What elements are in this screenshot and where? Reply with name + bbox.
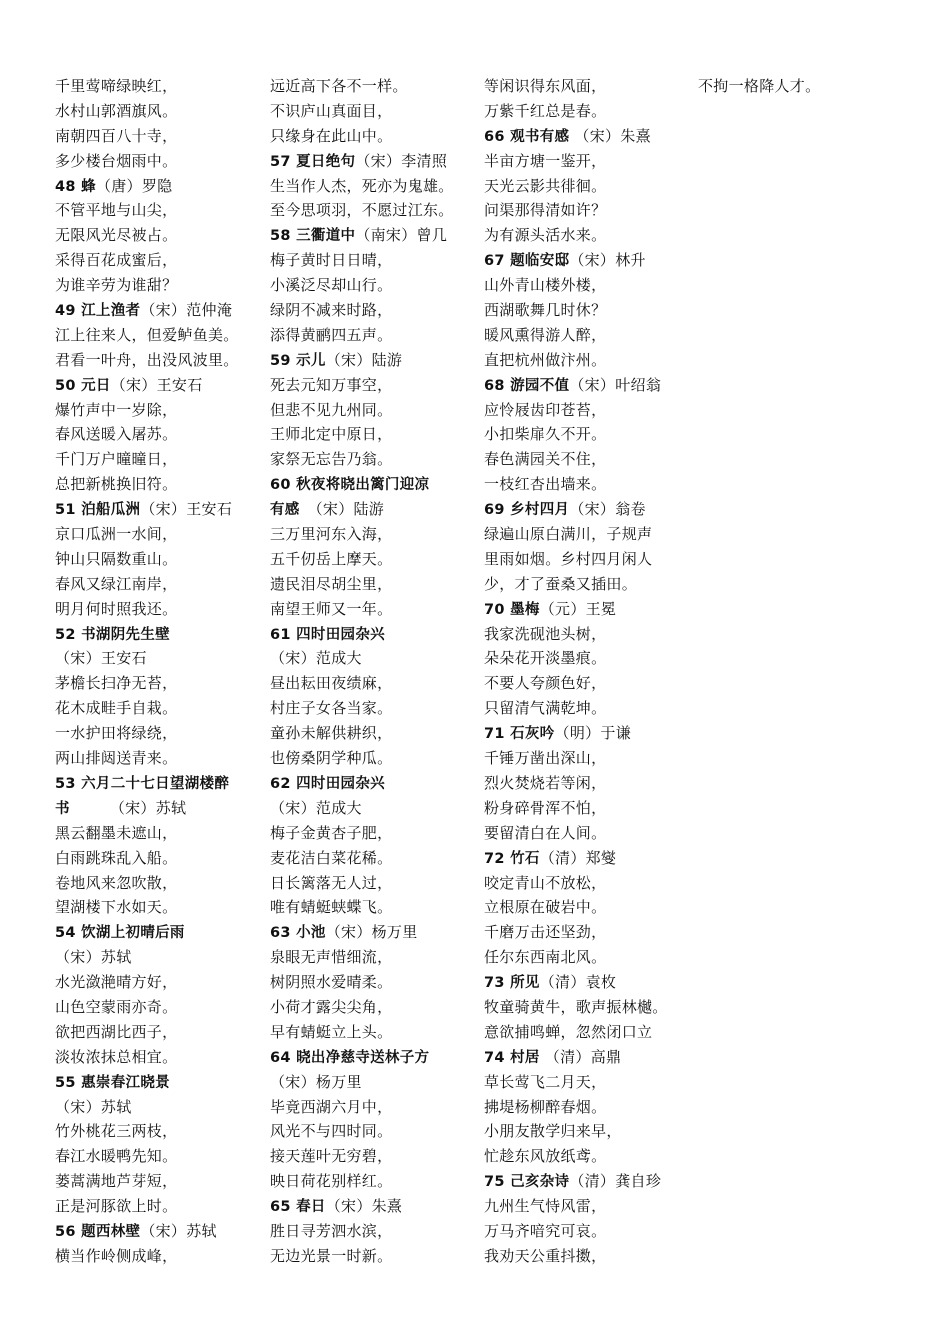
poem-title: 56 题西林壁 bbox=[55, 1223, 141, 1240]
verse-line: 南朝四百八十寺， bbox=[55, 126, 178, 145]
verse-line: 春色满园关不住， bbox=[484, 450, 607, 469]
verse-line: 为有源头活水来。 bbox=[484, 226, 607, 245]
verse-line: 只留清气满乾坤。 bbox=[484, 699, 607, 718]
verse-line: 茅檐长扫净无苔， bbox=[55, 674, 178, 693]
verse-line: 一枝红杏出墙来。 bbox=[484, 475, 607, 494]
verse-line: 草长莺飞二月天， bbox=[484, 1072, 607, 1091]
verse-line: 拂堤杨柳醉春烟。 bbox=[484, 1097, 607, 1116]
verse-line: 忙趁东风放纸鸢。 bbox=[484, 1147, 607, 1166]
verse-line: 小朋友散学归来早， bbox=[484, 1122, 622, 1141]
verse-line: 胜日寻芳泗水滨， bbox=[270, 1221, 393, 1240]
poem-heading-61 bbox=[270, 622, 480, 647]
verse-line: 早有蜻蜓立上头。 bbox=[270, 1022, 393, 1041]
poem-author: （宋）王安石 bbox=[55, 649, 147, 668]
poem-author: （宋）范仲淹 bbox=[140, 301, 233, 320]
verse-line: 不要人夸颜色好， bbox=[484, 674, 607, 693]
poem-title: 66 观书有感 bbox=[484, 128, 570, 145]
poem-title: 72 竹石 bbox=[484, 850, 540, 867]
poem-title: 63 小池 bbox=[270, 925, 326, 942]
verse-line: 无边光景一时新。 bbox=[270, 1246, 393, 1265]
verse-line: 无限风光尽被占。 bbox=[55, 226, 178, 245]
poem-heading-58 bbox=[270, 223, 480, 248]
poem-heading-64 bbox=[270, 1045, 480, 1070]
verse-line: 千磨万击还坚劲， bbox=[484, 923, 607, 942]
poem-author: （宋）苏轼 bbox=[55, 948, 132, 967]
verse-line: 风光不与四时同。 bbox=[270, 1122, 393, 1141]
poem-heading-74 bbox=[484, 1045, 694, 1070]
poem-title: 75 己亥杂诗 bbox=[484, 1174, 570, 1191]
poem-author: （宋）林升 bbox=[569, 251, 646, 270]
verse-line: 小溪泛尽却山行。 bbox=[270, 276, 393, 295]
verse-line: 任尔东西南北风。 bbox=[484, 948, 607, 967]
verse-line: 生当作人杰，死亦为鬼雄。 bbox=[270, 176, 454, 195]
verse-line: 水村山郭酒旗风。 bbox=[55, 101, 178, 120]
poem-author: （宋）范成大 bbox=[270, 798, 362, 817]
poem-heading-53 bbox=[55, 771, 265, 796]
verse-line: 万紫千红总是春。 bbox=[484, 101, 607, 120]
poem-author: （宋）苏轼 bbox=[55, 1097, 132, 1116]
verse-line: 不识庐山真面目， bbox=[270, 101, 393, 120]
verse-line: 要留清白在人间。 bbox=[484, 823, 607, 842]
poem-author: （宋）王安石 bbox=[110, 375, 203, 394]
poem-heading-75 bbox=[484, 1169, 694, 1194]
verse-line: 家祭无忘告乃翁。 bbox=[270, 450, 393, 469]
verse-line: 三万里河东入海， bbox=[270, 525, 393, 544]
verse-line: 直把杭州做汴州。 bbox=[484, 350, 607, 369]
poem-heading-71 bbox=[484, 721, 694, 746]
poem-heading-53-cont bbox=[55, 796, 265, 821]
poem-author: （清）龚自珍 bbox=[569, 1172, 662, 1191]
poem-heading-56 bbox=[55, 1219, 265, 1244]
poem-heading-62 bbox=[270, 771, 480, 796]
verse-line: 但悲不见九州同。 bbox=[270, 400, 393, 419]
verse-line: 水光潋滟晴方好， bbox=[55, 973, 178, 992]
poem-title: 65 春日 bbox=[270, 1199, 326, 1216]
poem-title: 58 三衢道中 bbox=[270, 228, 356, 245]
verse-line: 不管平地与山尖， bbox=[55, 201, 178, 220]
poem-author: （清）袁枚 bbox=[539, 973, 617, 992]
verse-line: 万马齐喑究可哀。 bbox=[484, 1221, 607, 1240]
poem-author: （宋）叶绍翁 bbox=[569, 375, 662, 394]
verse-line: 花木成畦手自栽。 bbox=[55, 699, 178, 718]
poem-heading-54 bbox=[55, 920, 265, 945]
verse-line: 我劝天公重抖擞， bbox=[484, 1246, 607, 1265]
poem-heading-70 bbox=[484, 597, 694, 622]
poem-heading-72 bbox=[484, 846, 694, 871]
verse-line: 接天莲叶无穷碧， bbox=[270, 1147, 393, 1166]
poem-author: （宋）朱熹 bbox=[569, 126, 651, 145]
verse-line: 村庄子女各当家。 bbox=[270, 699, 393, 718]
poem-heading-73 bbox=[484, 970, 694, 995]
verse-line: 山外青山楼外楼， bbox=[484, 276, 607, 295]
verse-line: 应怜屐齿印苍苔， bbox=[484, 400, 607, 419]
poem-title: 70 墨梅 bbox=[484, 601, 540, 618]
poem-heading-51 bbox=[55, 497, 265, 522]
verse-line: 等闲识得东风面， bbox=[484, 77, 607, 95]
verse-line: 意欲捕鸣蝉，忽然闭口立 bbox=[484, 1022, 653, 1041]
verse-line: 牧童骑黄牛，歌声振林樾。 bbox=[484, 997, 668, 1016]
poem-author: （宋）陆游 bbox=[325, 350, 403, 369]
verse-line: 添得黄鹂四五声。 bbox=[270, 325, 393, 344]
poem-heading-48 bbox=[55, 174, 265, 199]
poem-author: （宋）李清照 bbox=[355, 151, 448, 170]
poem-author: （南宋）曾几 bbox=[355, 226, 448, 245]
verse-line: 山色空蒙雨亦奇。 bbox=[55, 997, 178, 1016]
verse-line: 卷地风来忽吹散， bbox=[55, 873, 178, 892]
verse-line: 半亩方塘一鉴开， bbox=[484, 151, 607, 170]
poem-title: 55 惠崇春江晓景 bbox=[55, 1074, 170, 1091]
verse-line: 黑云翻墨未遮山， bbox=[55, 823, 178, 842]
verse-line: 君看一叶舟，出没风波里。 bbox=[55, 350, 239, 369]
poem-author: （明）于谦 bbox=[554, 724, 632, 743]
poem-title: 57 夏日绝句 bbox=[270, 153, 356, 170]
poem-title: 61 四时田园杂兴 bbox=[270, 626, 385, 643]
verse-line: 问渠那得清如许？ bbox=[484, 201, 607, 220]
verse-line: 毕竟西湖六月中， bbox=[270, 1097, 393, 1116]
verse-line: 暖风熏得游人醉， bbox=[484, 325, 607, 344]
poem-heading-57 bbox=[270, 149, 480, 174]
poem-author: （宋）朱熹 bbox=[325, 1197, 403, 1216]
verse-line: 死去元知万事空， bbox=[270, 375, 393, 394]
verse-line: 五千仞岳上摩天。 bbox=[270, 549, 393, 568]
verse-line: 爆竹声中一岁除， bbox=[55, 400, 178, 419]
verse-line: 欲把西湖比西子， bbox=[55, 1022, 178, 1041]
poem-heading-55 bbox=[55, 1070, 265, 1095]
poem-title: 52 书湖阴先生壁 bbox=[55, 626, 170, 643]
verse-line: 远近高下各不一样。 bbox=[270, 77, 408, 95]
verse-line: 立根原在破岩中。 bbox=[484, 898, 607, 917]
poem-title: 50 元日 bbox=[55, 377, 111, 394]
poem-author: （宋）翁卷 bbox=[569, 500, 646, 519]
verse-line: 我家洗砚池头树， bbox=[484, 624, 607, 643]
verse-line: 少，才了蚕桑又插田。 bbox=[484, 574, 638, 593]
poem-heading-63 bbox=[270, 920, 480, 945]
poem-title: 书 bbox=[55, 800, 70, 817]
poem-title: 59 示儿 bbox=[270, 352, 326, 369]
verse-line: 两山排闼送青来。 bbox=[55, 749, 178, 768]
poem-heading-65 bbox=[270, 1194, 480, 1219]
verse-line: 西湖歌舞几时休？ bbox=[484, 301, 607, 320]
poem-title: 73 所见 bbox=[484, 975, 540, 992]
poem-title: 67 题临安邸 bbox=[484, 253, 570, 270]
verse-line: 九州生气恃风雷， bbox=[484, 1197, 607, 1216]
verse-line: 明月何时照我还。 bbox=[55, 599, 178, 618]
verse-line: 绿遍山原白满川，子规声 bbox=[484, 525, 653, 544]
verse-line: 春风又绿江南岸， bbox=[55, 574, 178, 593]
poem-author: （宋）王安石 bbox=[140, 500, 233, 519]
verse-line: 正是河豚欲上时。 bbox=[55, 1197, 178, 1216]
verse-line: 泉眼无声惜细流， bbox=[270, 948, 393, 967]
verse-line: 横当作岭侧成峰， bbox=[55, 1246, 178, 1265]
poem-title: 68 游园不值 bbox=[484, 377, 570, 394]
poem-author: （宋）范成大 bbox=[270, 649, 362, 668]
verse-line: 不拘一格降人才。 bbox=[698, 77, 821, 95]
verse-line: 朵朵花开淡墨痕。 bbox=[484, 649, 607, 668]
verse-line: 江上往来人，但爱鲈鱼美。 bbox=[55, 325, 239, 344]
verse-line: 天光云影共徘徊。 bbox=[484, 176, 607, 195]
verse-line: 春风送暖入屠苏。 bbox=[55, 425, 178, 444]
poem-title: 53 六月二十七日望湖楼醉 bbox=[55, 775, 230, 792]
verse-line: 南望王师又一年。 bbox=[270, 599, 393, 618]
verse-line: 至今思项羽，不愿过江东。 bbox=[270, 201, 454, 220]
verse-line: 麦花洁白菜花稀。 bbox=[270, 848, 393, 867]
verse-line: 只缘身在此山中。 bbox=[270, 126, 393, 145]
verse-line: 千门万户曈曈日， bbox=[55, 450, 178, 469]
poem-heading-68 bbox=[484, 373, 694, 398]
poem-heading-66 bbox=[484, 124, 694, 149]
poem-title: 54 饮湖上初晴后雨 bbox=[55, 925, 185, 942]
verse-line: 蒌蒿满地芦芽短， bbox=[55, 1172, 178, 1191]
verse-line: 千里莺啼绿映红， bbox=[55, 77, 178, 95]
verse-line: 粉身碎骨浑不怕， bbox=[484, 798, 607, 817]
verse-line: 童孙未解供耕织， bbox=[270, 724, 393, 743]
poem-title: 49 江上渔者 bbox=[55, 303, 141, 320]
verse-line: 咬定青山不放松， bbox=[484, 873, 607, 892]
verse-line: 小扣柴扉久不开。 bbox=[484, 425, 607, 444]
poem-heading-60 bbox=[270, 472, 480, 497]
verse-line: 树阴照水爱晴柔。 bbox=[270, 973, 393, 992]
verse-line: 梅子金黄杏子肥， bbox=[270, 823, 393, 842]
poem-title: 71 石灰吟 bbox=[484, 726, 555, 743]
poem-title: 48 蜂 bbox=[55, 178, 96, 195]
poem-heading-52 bbox=[55, 622, 265, 647]
poem-title: 62 四时田园杂兴 bbox=[270, 775, 385, 792]
poem-title: 74 村居 bbox=[484, 1049, 540, 1066]
poem-author: （宋）苏轼 bbox=[140, 1221, 217, 1240]
poem-author: （宋）陆游 bbox=[307, 500, 385, 519]
poem-author: （清）郑燮 bbox=[539, 848, 617, 867]
verse-line: 春江水暖鸭先知。 bbox=[55, 1147, 178, 1166]
column-2 bbox=[270, 74, 480, 1269]
column-1 bbox=[55, 74, 265, 1269]
verse-line: 为谁辛劳为谁甜？ bbox=[55, 276, 178, 295]
poem-author: （宋）杨万里 bbox=[270, 1072, 362, 1091]
verse-line: 白雨跳珠乱入船。 bbox=[55, 848, 178, 867]
verse-line: 望湖楼下水如天。 bbox=[55, 898, 178, 917]
verse-line: 千锤万凿出深山， bbox=[484, 749, 607, 768]
poem-title: 有感 bbox=[270, 502, 300, 519]
verse-line: 昼出耘田夜绩麻， bbox=[270, 674, 393, 693]
poem-heading-69 bbox=[484, 497, 694, 522]
verse-line: 王师北定中原日， bbox=[270, 425, 393, 444]
verse-line: 映日荷花别样红。 bbox=[270, 1172, 393, 1191]
poem-title: 69 乡村四月 bbox=[484, 502, 570, 519]
poem-author: （唐）罗隐 bbox=[95, 176, 173, 195]
verse-line: 也傍桑阴学种瓜。 bbox=[270, 749, 393, 768]
verse-line: 里雨如烟。乡村四月闲人 bbox=[484, 549, 653, 568]
verse-line: 唯有蜻蜓蛱蝶飞。 bbox=[270, 898, 393, 917]
verse-line: 淡妆浓抹总相宜。 bbox=[55, 1047, 178, 1066]
poem-author: （清）高鼎 bbox=[539, 1047, 622, 1066]
poem-title: 51 泊船瓜洲 bbox=[55, 502, 141, 519]
verse-line: 遗民泪尽胡尘里， bbox=[270, 574, 393, 593]
verse-line: 钟山只隔数重山。 bbox=[55, 549, 178, 568]
verse-line: 一水护田将绿绕， bbox=[55, 724, 178, 743]
verse-line: 绿阴不减来时路， bbox=[270, 301, 393, 320]
poem-heading-60-cont bbox=[270, 497, 480, 522]
verse-line: 梅子黄时日日晴， bbox=[270, 251, 393, 270]
column-3 bbox=[484, 74, 694, 1269]
verse-line: 京口瓜洲一水间， bbox=[55, 525, 178, 544]
verse-line: 采得百花成蜜后， bbox=[55, 251, 178, 270]
verse-line: 竹外桃花三两枝， bbox=[55, 1122, 178, 1141]
verse-line: 多少楼台烟雨中。 bbox=[55, 151, 178, 170]
column-4 bbox=[698, 74, 908, 99]
verse-line: 小荷才露尖尖角， bbox=[270, 997, 393, 1016]
poem-author: （宋）苏轼 bbox=[109, 798, 187, 817]
poem-heading-59 bbox=[270, 348, 480, 373]
poem-heading-67 bbox=[484, 248, 694, 273]
poem-title: 60 秋夜将晓出篱门迎凉 bbox=[270, 477, 430, 494]
verse-line: 烈火焚烧若等闲， bbox=[484, 773, 607, 792]
poem-heading-50 bbox=[55, 373, 265, 398]
verse-line: 总把新桃换旧符。 bbox=[55, 475, 178, 494]
poem-heading-49 bbox=[55, 298, 265, 323]
verse-line: 日长篱落无人过， bbox=[270, 873, 393, 892]
poem-author: （宋）杨万里 bbox=[325, 923, 418, 942]
poem-author: （元）王冕 bbox=[539, 599, 617, 618]
poem-title: 64 晓出净慈寺送林子方 bbox=[270, 1049, 430, 1066]
